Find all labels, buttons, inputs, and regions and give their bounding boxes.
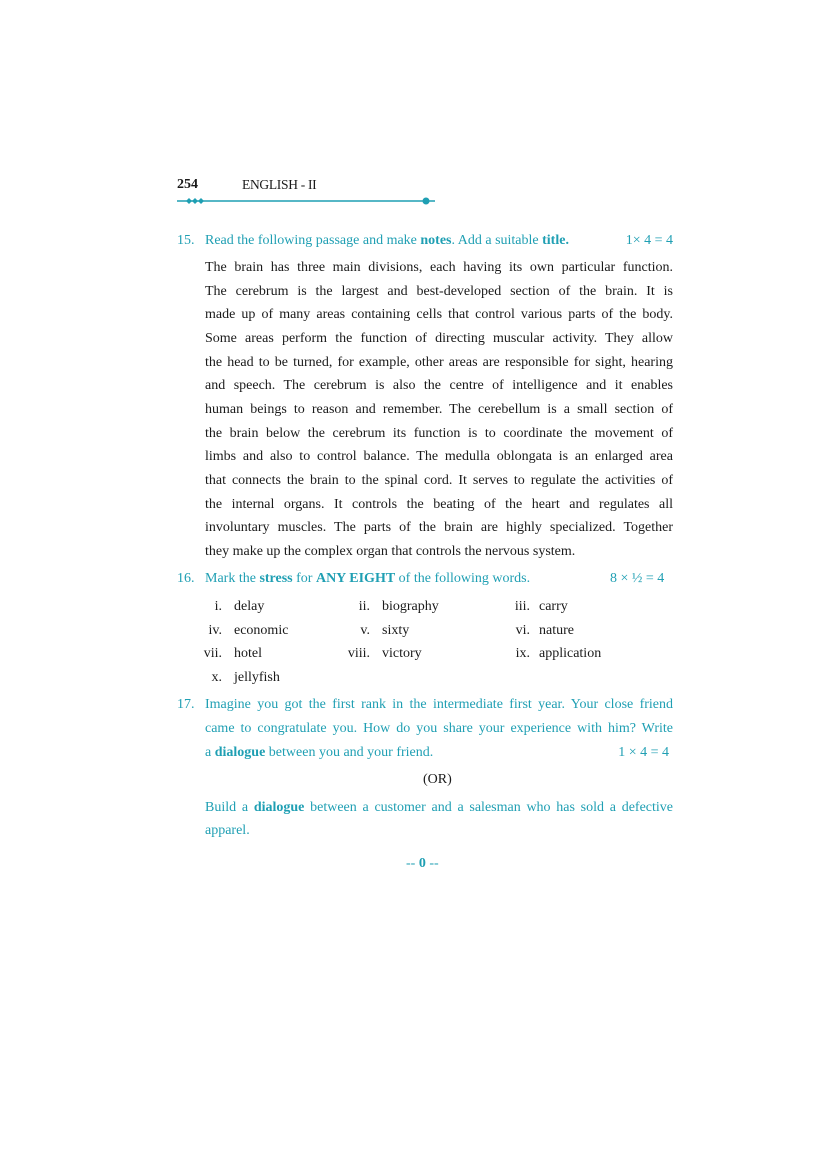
- word-item: victory: [382, 646, 422, 661]
- passage-line: the head to be turned, for example, other areas are responsible for sight, hearing: [205, 355, 673, 370]
- word-number: vi.: [515, 623, 530, 638]
- question-15-marks: 1× 4 = 4: [625, 233, 673, 248]
- keyword-stress: stress: [259, 571, 293, 586]
- word-item: jellyfish: [234, 670, 280, 685]
- word-number: viii.: [347, 646, 370, 661]
- word-item: economic: [234, 623, 289, 638]
- word-number: v.: [360, 623, 370, 638]
- question-16-number: 16.: [177, 571, 195, 586]
- passage-line: Some areas perform the function of directing muscular activity. They allow: [205, 331, 673, 346]
- passage-line: human beings to reason and remember. The cerebellum is a small section of: [205, 402, 673, 417]
- question-17-line: Imagine you got the first rank in the intermediate first year. Your close friend: [205, 697, 673, 712]
- passage-line: and speech. The cerebrum is also the centre of intelligence and it enables: [205, 378, 673, 393]
- passage-line: that connects the brain to the spinal cord. It serves to regulate the activities of: [205, 473, 673, 488]
- question-17-line: a dialogue between you and your friend. 1 × 4 = 4: [205, 745, 669, 760]
- keyword-any-eight: ANY EIGHT: [315, 571, 396, 586]
- keyword-dialogue: dialogue: [253, 800, 305, 815]
- word-number: x.: [211, 670, 222, 685]
- question-17-marks: 1 × 4 = 4: [618, 745, 669, 760]
- question-17-alternative-line: Build a dialogue between a customer and a salesman who has sold a defective: [205, 800, 673, 815]
- word-number: iii.: [514, 599, 530, 614]
- question-17-number: 17.: [177, 697, 195, 712]
- word-number: iv.: [208, 623, 222, 638]
- question-16-marks: 8 × ½ = 4: [610, 571, 665, 586]
- question-16-instruction: Mark the stress for ANY EIGHT of the following words.: [205, 571, 531, 586]
- header-divider: [177, 196, 435, 206]
- keyword-title: title.: [542, 233, 569, 248]
- passage-line: made up of many areas containing cells that control various parts of the body.: [205, 307, 673, 322]
- diamond-ornament-icon: [186, 198, 192, 204]
- question-17-alternative-line: apparel.: [205, 823, 250, 838]
- word-item: delay: [234, 599, 265, 614]
- passage-line: The cerebrum is the largest and best-developed section of the brain. It is: [205, 284, 673, 299]
- passage-line: the internal organs. It controls the beating of the heart and regulates all: [205, 497, 673, 512]
- passage-line: The brain has three main divisions, each having its own particular function.: [205, 260, 673, 275]
- keyword-dialogue: dialogue: [214, 745, 266, 760]
- passage-line: limbs and also to control balance. The medulla oblongata is an enlarged area: [205, 449, 673, 464]
- page-number: 254: [177, 177, 198, 192]
- passage-line: the brain below the cerebrum its function is to coordinate the movement of: [205, 426, 673, 441]
- passage-line: involuntary muscles. The parts of the brain are highly specialized. Together: [205, 520, 673, 535]
- question-17-line: came to congratulate you. How do you share your experience with him? Write: [205, 721, 673, 736]
- passage-line: they make up the complex organ that controls the nervous system.: [205, 544, 576, 559]
- word-number: ii.: [358, 599, 370, 614]
- word-number: vii.: [203, 646, 222, 661]
- dot-ornament-icon: [423, 198, 430, 205]
- question-15-instruction: Read the following passage and make notes. Add a suitable title. 1× 4 = 4: [205, 233, 673, 248]
- book-title: ENGLISH - II: [242, 177, 317, 192]
- question-15-number: 15.: [177, 233, 195, 248]
- word-item: nature: [539, 623, 574, 638]
- word-item: carry: [539, 599, 568, 614]
- or-separator: (OR): [423, 772, 452, 787]
- word-number: i.: [214, 599, 222, 614]
- word-item: biography: [382, 599, 439, 614]
- word-number: ix.: [515, 646, 530, 661]
- word-item: hotel: [234, 646, 262, 661]
- end-marker: -- 0 --: [406, 856, 439, 871]
- keyword-notes: notes: [420, 233, 452, 248]
- word-item: application: [539, 646, 602, 661]
- word-item: sixty: [382, 623, 410, 638]
